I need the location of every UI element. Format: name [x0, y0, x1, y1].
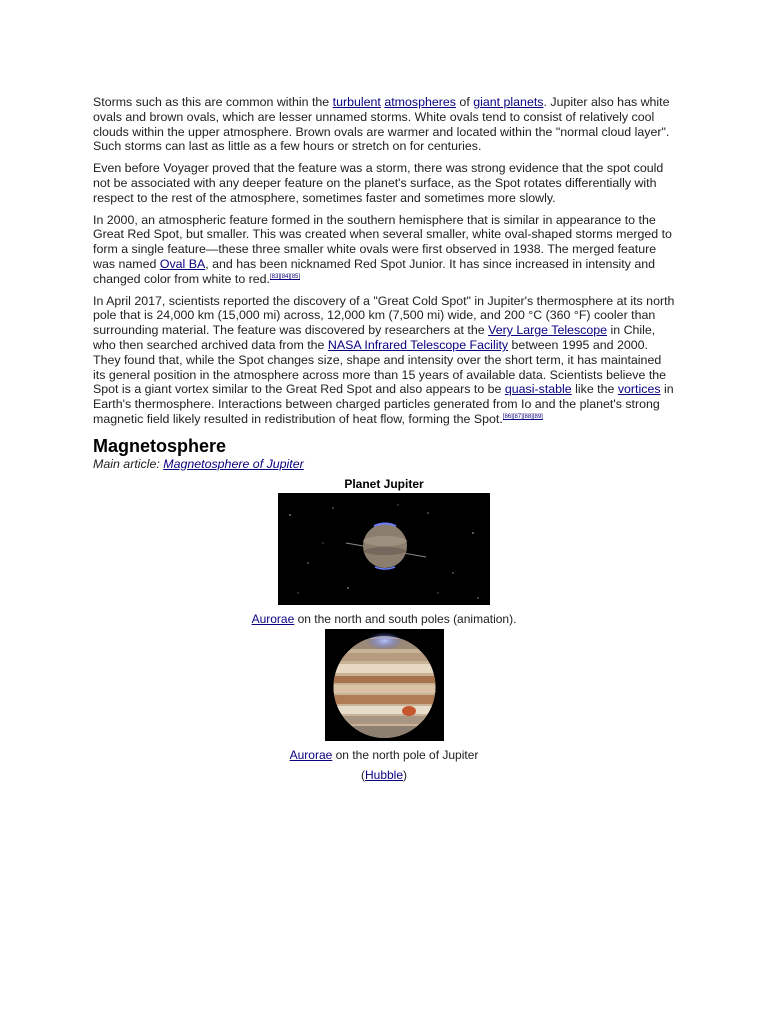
- link-very-large-telescope[interactable]: Very Large Telescope: [488, 323, 608, 338]
- link-aurorae[interactable]: Aurorae: [289, 747, 333, 762]
- section-heading: Magnetosphere: [93, 435, 227, 456]
- paragraph-storms: Storms such as this are common within the turbulent atmospheres of giant planets. Jupiter also has white ovals and brown ovals, which are lesser unnamed storms. White ovals tend to consist of relatively cool clouds within the upper atmosphere. Brown ovals are warmer and located within the "normal cloud layer". Such storms can last as little as a few hours or stretch on for centuries.: [93, 95, 670, 154]
- jupiter-large-image: [325, 629, 444, 741]
- jupiter-small-image: [278, 493, 490, 605]
- infobox: [93, 477, 675, 785]
- paragraph-voyager: Even before Voyager proved that the feature was a storm, there was strong evidence that the spot could not be associated with any deeper feature on the planet's surface, as the Spot rotates differentially with respect to the rest of the atmosphere, sometimes faster and sometimes more slowly.: [93, 161, 664, 205]
- infobox-title: Planet Jupiter: [344, 476, 424, 491]
- paragraph-cold-spot: In April 2017, scientists reported the discovery of a "Great Cold Spot" in Jupiter's thermosphere at its north pole that is 24,000 km (15,000 mi) across, 12,000 km (7,500 mi) wide, and 200 °C (360 °F) cooler than surrounding material. The feature was discovered by researchers at the Very Large Telescope in Chile, who then searched archived data from the NASA Infrared Telescope Facility between 1995 and 2000. They found that, while the Spot changes size, shape and intensity over the short term, it has maintained its general position in the atmosphere across more than 15 years of available data. Scientists believe the Spot is a giant vortex similar to the Great Red Spot and also appears to be quasi-stable like the vortices in Earth's thermosphere. Interactions between charged particles generated from Io and the planet's strong magnetic field likely resulted in redistribution of heat flow, forming the Spot.[86][87][88][89]: [93, 293, 675, 426]
- caption-aurorae-animation: Aurorae on the north and south poles (animation).: [251, 611, 517, 626]
- link-vortices[interactable]: vortices: [617, 382, 661, 397]
- link-hubble[interactable]: Hubble: [364, 767, 404, 782]
- paragraph-oval-ba: In 2000, an atmospheric feature formed in the southern hemisphere that is similar in appearance to the Great Red Spot, but smaller. This was created when several smaller, white oval-shaped storms merged to form a single feature—these three smaller white ovals were first observed in 1938. The merged feature was named Oval BA, and has been nicknamed Red Spot Junior. It has since increased in intensity and changed color from white to red.[83][84][85]: [93, 212, 672, 286]
- link-magnetosphere-of-jupiter[interactable]: Magnetosphere of Jupiter: [163, 456, 304, 471]
- link-turbulent[interactable]: turbulent: [332, 95, 381, 109]
- link-quasi-stable[interactable]: quasi-stable: [504, 382, 572, 397]
- link-oval-ba[interactable]: Oval BA: [159, 256, 206, 271]
- jupiter-aurora-animation-image[interactable]: [278, 493, 490, 605]
- link-aurorae[interactable]: Aurorae: [251, 611, 295, 626]
- citation-refs[interactable]: [83][84][85]: [270, 273, 301, 280]
- link-giant-planets[interactable]: giant planets: [473, 95, 544, 109]
- caption-aurorae-hubble: Aurorae on the north pole of Jupiter (Hubble): [289, 747, 479, 782]
- link-atmospheres[interactable]: atmospheres: [384, 95, 456, 109]
- jupiter-hubble-image[interactable]: [325, 629, 444, 741]
- link-nasa-irtf[interactable]: NASA Infrared Telescope Facility: [327, 337, 509, 352]
- hatnote: Main article: Magnetosphere of Jupiter: [93, 456, 304, 471]
- article-content: [93, 95, 675, 785]
- citation-refs[interactable]: [86][87][88][89]: [502, 413, 543, 420]
